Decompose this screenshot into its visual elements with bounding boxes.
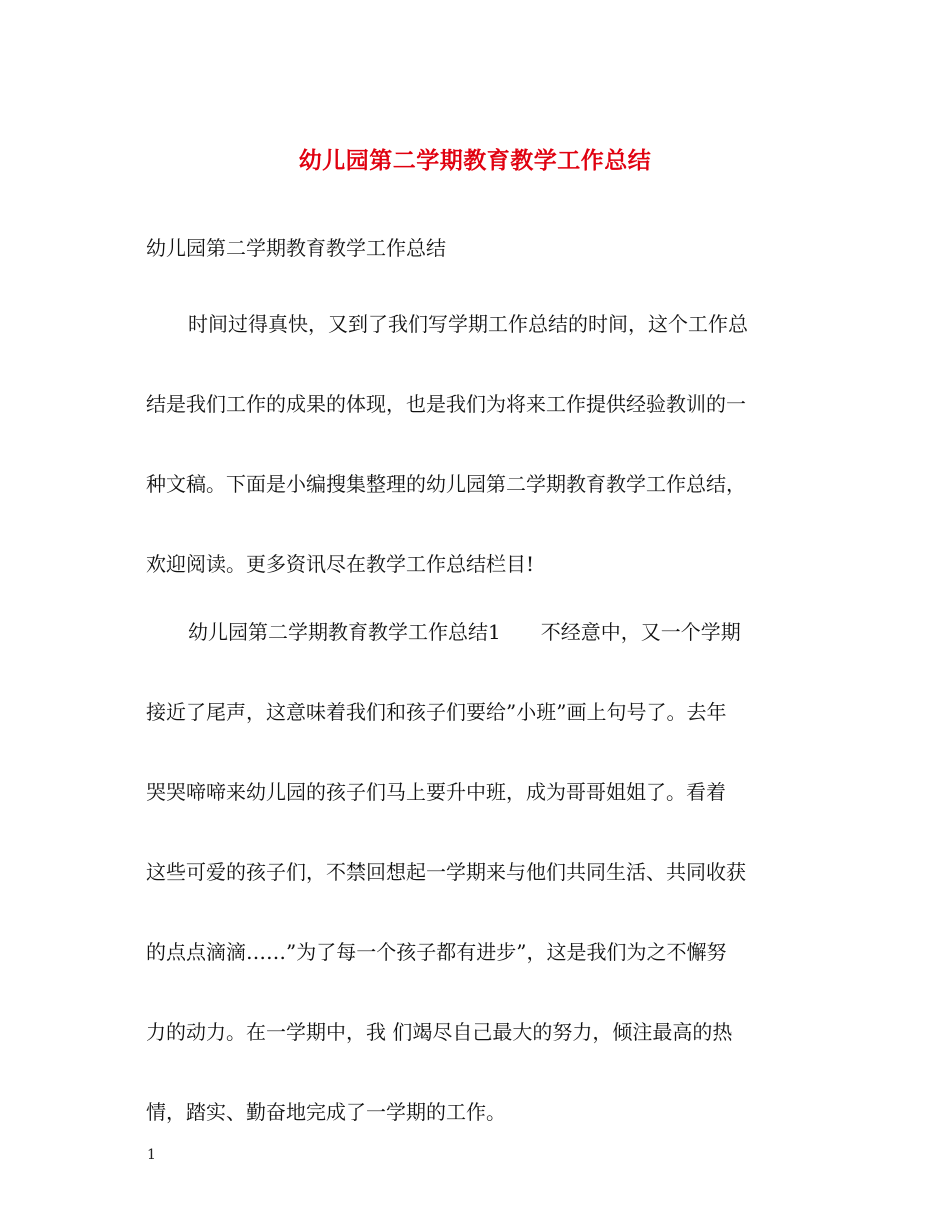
text-line: 结是我们工作的成果的体现，也是我们为将来工作提供经验教训的一	[146, 392, 746, 416]
document-subtitle: 幼儿园第二学期教育教学工作总结	[146, 236, 446, 260]
page-number: 1	[147, 1147, 156, 1163]
document-body	[146, 228, 804, 1172]
paragraph-summary-1	[146, 612, 804, 1172]
text-line: 情，踏实、勤奋地完成了一学期的工作。	[146, 1100, 506, 1124]
text-line: 的点点滴滴……”为了每一个孩子都有进步”，这是我们为之不懈努	[146, 940, 727, 964]
text-line: 时间过得真快，又到了我们写学期工作总结的时间，这个工作总	[188, 312, 748, 336]
text-line: 接近了尾声，这意味着我们和孩子们要给”小班”画上句号了。去年	[146, 700, 727, 724]
text-line: 幼儿园第二学期教育教学工作总结1 不经意中，又一个学期	[188, 620, 741, 644]
text-line: 力的动力。在一学期中，我 们竭尽自己最大的努力，倾注最高的热	[146, 1020, 733, 1044]
text-line: 哭哭啼啼来幼儿园的孩子们马上要升中班，成为哥哥姐姐了。看着	[146, 780, 726, 804]
text-line: 欢迎阅读。更多资讯尽在教学工作总结栏目!	[146, 552, 535, 576]
paragraph-intro	[146, 304, 804, 624]
text-line: 这些可爱的孩子们，不禁回想起一学期来与他们共同生活、共同收获	[146, 860, 746, 884]
document-title: 幼儿园第二学期教育教学工作总结	[298, 147, 652, 174]
text-line: 种文稿。下面是小编搜集整理的幼儿园第二学期教育教学工作总结，	[146, 472, 746, 496]
